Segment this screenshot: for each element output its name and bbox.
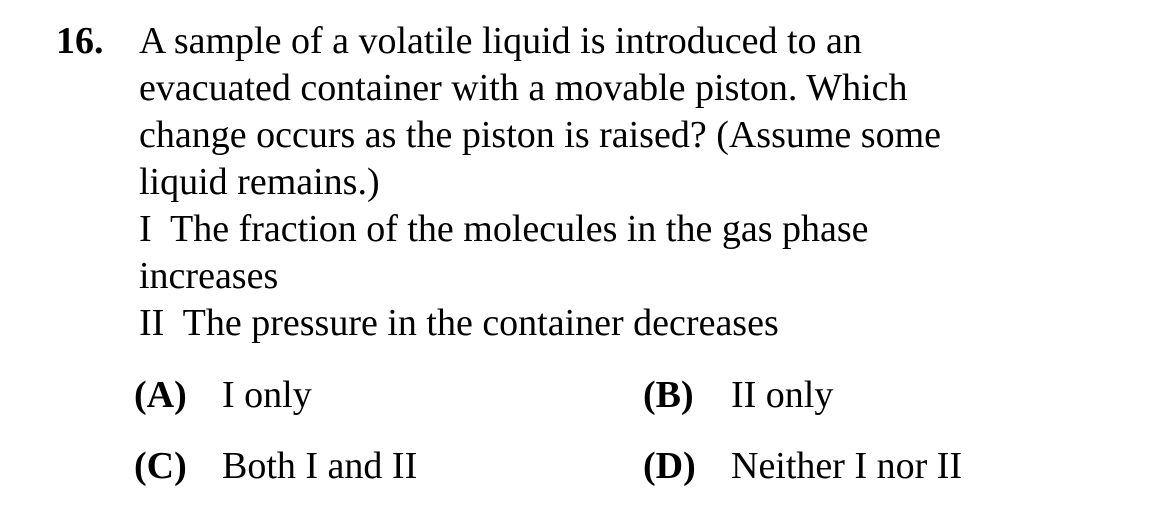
question-number: 16. [56, 20, 104, 62]
statement-two [139, 300, 1139, 347]
choice-letter: (A) [134, 374, 187, 416]
choice-d[interactable] [643, 443, 962, 490]
statement-label: II [139, 302, 165, 344]
stem-line: evacuated container with a movable piston. Which [139, 67, 908, 109]
choice-text: Both I and II [222, 445, 418, 487]
choice-letter: (B) [643, 374, 694, 416]
choice-text: II only [731, 374, 834, 416]
stem-line: change occurs as the piston is raised? (Assume some [139, 114, 942, 156]
stem-line: A sample of a volatile liquid is introduced to an [139, 20, 862, 62]
statement-one [139, 206, 1139, 253]
choice-text: I only [222, 374, 312, 416]
choice-a[interactable] [134, 372, 312, 419]
statement-one-continued: increases [139, 255, 279, 297]
choice-letter: (C) [134, 445, 187, 487]
choice-c[interactable] [134, 443, 417, 490]
statement-text: The fraction of the molecules in the gas phase [169, 208, 869, 250]
statement-label: I [139, 208, 152, 250]
choice-letter: (D) [643, 445, 696, 487]
stem-line: liquid remains.) [139, 161, 380, 203]
question-stem [139, 18, 1139, 347]
choice-text: Neither I nor II [731, 445, 963, 487]
statement-text: The pressure in the container decreases [182, 302, 779, 344]
choice-b[interactable] [643, 372, 833, 419]
